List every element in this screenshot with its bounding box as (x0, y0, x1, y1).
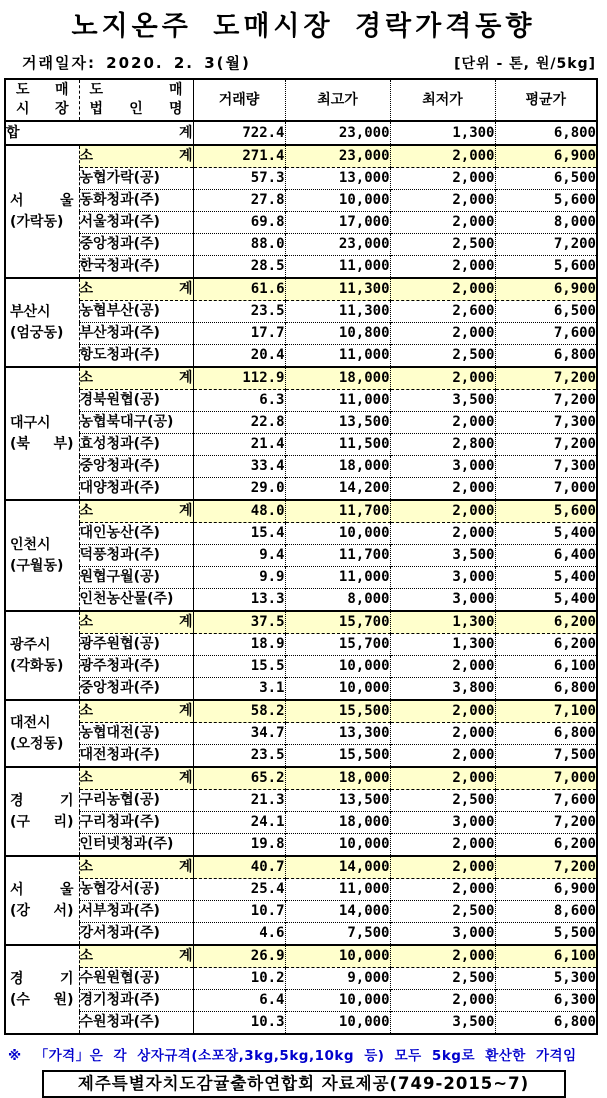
corp-name: 인천농산물(주) (79, 589, 193, 612)
subtotal-low-price: 2,000 (390, 945, 495, 968)
high-price-value: 23,000 (285, 234, 390, 256)
avg-price-value: 7,200 (495, 390, 597, 412)
market-name-line2: (오정동) (10, 735, 64, 752)
low-price-value: 2,000 (390, 523, 495, 545)
company-row (5, 567, 597, 589)
high-price-value: 10,000 (285, 656, 390, 678)
subtotal-low-price: 1,300 (390, 611, 495, 634)
company-row (5, 256, 597, 279)
volume-value: 69.8 (193, 212, 285, 234)
subtotal-avg-price: 6,100 (495, 945, 597, 968)
avg-price-value: 5,600 (495, 190, 597, 212)
high-price-value: 9,000 (285, 968, 390, 990)
volume-value: 15.4 (193, 523, 285, 545)
corp-name: 농협북대구(공) (79, 412, 193, 434)
low-price-value: 2,000 (390, 478, 495, 501)
subtotal-volume: 58.2 (193, 700, 285, 723)
corp-name: 경북원협(공) (79, 390, 193, 412)
corp-name: 부산청과(주) (79, 323, 193, 345)
high-price-value: 11,000 (285, 567, 390, 589)
subtotal-avg-price: 6,900 (495, 145, 597, 168)
volume-value: 9.4 (193, 545, 285, 567)
high-price-value: 18,000 (285, 812, 390, 834)
volume-value: 17.7 (193, 323, 285, 345)
volume-value: 25.4 (193, 879, 285, 901)
avg-price-value: 6,800 (495, 678, 597, 701)
avg-price-value: 6,900 (495, 879, 597, 901)
price-footnote (8, 1044, 599, 1064)
avg-price-value: 5,600 (495, 256, 597, 279)
avg-price-value: 5,300 (495, 968, 597, 990)
section-subtotal-row (5, 145, 597, 168)
low-price-value: 3,500 (390, 1012, 495, 1035)
avg-price-value: 7,000 (495, 478, 597, 501)
low-price-value: 3,000 (390, 923, 495, 946)
section-subtotal-row (5, 278, 597, 301)
volume-value: 21.3 (193, 790, 285, 812)
col-header-market (5, 79, 79, 121)
avg-price-value: 5,500 (495, 923, 597, 946)
subtotal-low-price: 2,000 (390, 856, 495, 879)
market-name-line1: 대전시 (10, 714, 51, 731)
corp-name: 경기청과(주) (79, 990, 193, 1012)
avg-price-value: 5,400 (495, 589, 597, 612)
volume-value: 20.4 (193, 345, 285, 368)
low-price-value: 2,500 (390, 345, 495, 368)
company-row (5, 168, 597, 190)
section-subtotal-row (5, 367, 597, 390)
subtotal-high-price: 15,500 (285, 700, 390, 723)
market-name-line2: (엄궁동) (10, 324, 64, 341)
section-subtotal-row (5, 856, 597, 879)
high-price-value: 10,000 (285, 523, 390, 545)
volume-value: 15.5 (193, 656, 285, 678)
company-row (5, 323, 597, 345)
low-price-value: 1,300 (390, 634, 495, 656)
corp-name: 원협구월(공) (79, 567, 193, 589)
volume-value: 28.5 (193, 256, 285, 279)
volume-value: 9.9 (193, 567, 285, 589)
volume-value: 10.3 (193, 1012, 285, 1035)
high-price-value: 10,000 (285, 190, 390, 212)
market-name-line2: (구 리) (10, 813, 74, 830)
high-price-value: 10,000 (285, 834, 390, 857)
subtotal-volume: 26.9 (193, 945, 285, 968)
high-price-value: 10,000 (285, 1012, 390, 1035)
company-row (5, 745, 597, 768)
low-price-value: 2,000 (390, 412, 495, 434)
market-name-line2: (수 원) (10, 991, 74, 1008)
low-price-value: 3,500 (390, 545, 495, 567)
avg-price-value: 6,800 (495, 1012, 597, 1035)
company-row (5, 390, 597, 412)
volume-value: 23.5 (193, 745, 285, 768)
corp-name: 서부청과(주) (79, 901, 193, 923)
market-name-cell (5, 767, 79, 856)
corp-name: 동화청과(주) (79, 190, 193, 212)
high-price-value: 11,000 (285, 345, 390, 368)
subtotal-low-price: 2,000 (390, 767, 495, 790)
volume-value: 19.8 (193, 834, 285, 857)
high-price-value: 14,000 (285, 901, 390, 923)
low-price-value: 2,000 (390, 745, 495, 768)
total-avg: 6,800 (495, 121, 597, 145)
high-price-value: 15,500 (285, 745, 390, 768)
high-price-value: 11,000 (285, 879, 390, 901)
col-header-market-line1: 도 매 (16, 82, 69, 98)
company-row (5, 478, 597, 501)
subtotal-volume: 65.2 (193, 767, 285, 790)
low-price-value: 3,000 (390, 456, 495, 478)
market-name-line2: (각화동) (10, 657, 64, 674)
col-header-corp-line2: 법 인 명 (89, 101, 183, 117)
volume-value: 57.3 (193, 168, 285, 190)
market-name-line2: (강 서) (10, 902, 74, 919)
avg-price-value: 7,300 (495, 412, 597, 434)
company-row (5, 456, 597, 478)
subtotal-avg-price: 6,900 (495, 278, 597, 301)
low-price-value: 3,000 (390, 589, 495, 612)
corp-name: 강서청과(주) (79, 923, 193, 946)
low-price-value: 2,000 (390, 212, 495, 234)
corp-name: 농협강서(공) (79, 879, 193, 901)
col-header-corp (79, 79, 193, 121)
page-title: 노지온주 도매시장 경락가격동향 (71, 11, 536, 42)
corp-name: 한국청과(주) (79, 256, 193, 279)
subtotal-high-price: 15,700 (285, 611, 390, 634)
subtotal-label: 소 계 (79, 767, 193, 790)
low-price-value: 2,000 (390, 656, 495, 678)
volume-value: 24.1 (193, 812, 285, 834)
col-header-market-line2: 시 장 (16, 101, 69, 117)
corp-name: 중앙청과(주) (79, 678, 193, 701)
volume-value: 18.9 (193, 634, 285, 656)
volume-value: 3.1 (193, 678, 285, 701)
low-price-value: 2,000 (390, 990, 495, 1012)
high-price-value: 10,000 (285, 678, 390, 701)
avg-price-value: 7,500 (495, 745, 597, 768)
avg-price-value: 6,800 (495, 345, 597, 368)
market-name-cell (5, 700, 79, 767)
low-price-value: 2,000 (390, 168, 495, 190)
col-header-low: 최저가 (390, 79, 495, 121)
company-row (5, 301, 597, 323)
volume-value: 10.2 (193, 968, 285, 990)
volume-value: 22.8 (193, 412, 285, 434)
corp-name: 항도청과(주) (79, 345, 193, 368)
high-price-value: 8,000 (285, 589, 390, 612)
market-name-line2: (가락동) (10, 213, 64, 230)
total-low: 1,300 (390, 121, 495, 145)
avg-price-value: 6,200 (495, 834, 597, 857)
company-row (5, 990, 597, 1012)
company-row (5, 212, 597, 234)
low-price-value: 3,000 (390, 567, 495, 589)
company-row (5, 834, 597, 857)
low-price-value: 2,000 (390, 256, 495, 279)
company-row (5, 678, 597, 701)
section-subtotal-row (5, 945, 597, 968)
corp-name: 대전청과(주) (79, 745, 193, 768)
footnote-text: 「가격」은 각 상자규격(소포장,3kg,5kg,10kg 등) 모두 5kg로 환산한 가격임 (34, 1048, 577, 1064)
corp-name: 농협가락(공) (79, 168, 193, 190)
low-price-value: 3,000 (390, 812, 495, 834)
table-body (5, 121, 597, 1034)
unit-label: [단위 - 톤, 원/5kg] (454, 56, 596, 72)
volume-value: 34.7 (193, 723, 285, 745)
avg-price-value: 7,200 (495, 434, 597, 456)
corp-name: 수원청과(주) (79, 1012, 193, 1035)
market-name-line1: 서 울 (10, 881, 74, 898)
low-price-value: 2,000 (390, 723, 495, 745)
corp-name: 중앙청과(주) (79, 234, 193, 256)
section-subtotal-row (5, 500, 597, 523)
subtotal-avg-price: 7,100 (495, 700, 597, 723)
company-row (5, 190, 597, 212)
market-name-cell (5, 278, 79, 367)
subtotal-label: 소 계 (79, 145, 193, 168)
volume-value: 33.4 (193, 456, 285, 478)
corp-name: 농협대전(공) (79, 723, 193, 745)
volume-value: 10.7 (193, 901, 285, 923)
col-header-corp-line1: 도 매 (89, 82, 183, 98)
low-price-value: 2,600 (390, 301, 495, 323)
low-price-value: 3,500 (390, 390, 495, 412)
market-name-cell (5, 145, 79, 278)
avg-price-value: 8,000 (495, 212, 597, 234)
market-name-line1: 부산시 (10, 303, 51, 320)
company-row (5, 412, 597, 434)
avg-price-value: 6,100 (495, 656, 597, 678)
footnote-marker: ※ (8, 1048, 22, 1064)
volume-value: 13.3 (193, 589, 285, 612)
subtotal-low-price: 2,000 (390, 700, 495, 723)
low-price-value: 2,500 (390, 790, 495, 812)
high-price-value: 11,700 (285, 545, 390, 567)
subtotal-high-price: 18,000 (285, 367, 390, 390)
col-header-avg: 평균가 (495, 79, 597, 121)
corp-name: 효성청과(주) (79, 434, 193, 456)
high-price-value: 11,300 (285, 301, 390, 323)
low-price-value: 2,500 (390, 234, 495, 256)
company-row (5, 879, 597, 901)
company-row (5, 901, 597, 923)
high-price-value: 13,000 (285, 168, 390, 190)
subtotal-label: 소 계 (79, 611, 193, 634)
avg-price-value: 7,600 (495, 323, 597, 345)
corp-name: 인터넷청과(주) (79, 834, 193, 857)
low-price-value: 2,500 (390, 901, 495, 923)
avg-price-value: 8,600 (495, 901, 597, 923)
subtotal-high-price: 11,300 (285, 278, 390, 301)
market-name-line1: 대구시 (10, 414, 51, 431)
corp-name: 구리농협(공) (79, 790, 193, 812)
market-name-line2: (구월동) (10, 557, 64, 574)
avg-price-value: 6,400 (495, 545, 597, 567)
transaction-date-label: 거래일자: 2020. 2. 3(월) (22, 54, 251, 72)
total-high: 23,000 (285, 121, 390, 145)
high-price-value: 10,800 (285, 323, 390, 345)
corp-name: 광주청과(주) (79, 656, 193, 678)
subtotal-avg-price: 7,200 (495, 367, 597, 390)
col-header-high: 최고가 (285, 79, 390, 121)
volume-value: 23.5 (193, 301, 285, 323)
high-price-value: 11,500 (285, 434, 390, 456)
avg-price-value: 7,200 (495, 234, 597, 256)
subtotal-volume: 271.4 (193, 145, 285, 168)
corp-name: 덕풍청과(주) (79, 545, 193, 567)
subtotal-volume: 40.7 (193, 856, 285, 879)
avg-price-value: 5,400 (495, 523, 597, 545)
subtotal-label: 소 계 (79, 856, 193, 879)
subtotal-low-price: 2,000 (390, 367, 495, 390)
company-row (5, 968, 597, 990)
header-row (5, 79, 597, 121)
high-price-value: 13,500 (285, 790, 390, 812)
high-price-value: 14,200 (285, 478, 390, 501)
total-row (5, 121, 597, 145)
price-table (4, 78, 598, 1035)
company-row (5, 1012, 597, 1035)
avg-price-value: 5,400 (495, 567, 597, 589)
corp-name: 수원원협(공) (79, 968, 193, 990)
market-name-line1: 경 기 (10, 970, 74, 987)
market-name-line1: 서 울 (10, 192, 74, 209)
avg-price-value: 6,500 (495, 301, 597, 323)
company-row (5, 234, 597, 256)
company-row (5, 923, 597, 946)
subtotal-avg-price: 7,000 (495, 767, 597, 790)
high-price-value: 17,000 (285, 212, 390, 234)
volume-value: 29.0 (193, 478, 285, 501)
subtotal-volume: 37.5 (193, 611, 285, 634)
low-price-value: 2,800 (390, 434, 495, 456)
company-row (5, 434, 597, 456)
corp-name: 농협부산(공) (79, 301, 193, 323)
section-subtotal-row (5, 611, 597, 634)
data-provider-box (42, 1070, 566, 1098)
corp-name: 구리청과(주) (79, 812, 193, 834)
avg-price-value: 6,300 (495, 990, 597, 1012)
avg-price-value: 7,300 (495, 456, 597, 478)
company-row (5, 634, 597, 656)
low-price-value: 2,000 (390, 323, 495, 345)
high-price-value: 15,700 (285, 634, 390, 656)
subtotal-label: 소 계 (79, 367, 193, 390)
subtotal-high-price: 18,000 (285, 767, 390, 790)
low-price-value: 2,500 (390, 968, 495, 990)
company-row (5, 723, 597, 745)
corp-name: 서울청과(주) (79, 212, 193, 234)
high-price-value: 11,000 (285, 390, 390, 412)
subtotal-high-price: 14,000 (285, 856, 390, 879)
subtotal-avg-price: 6,200 (495, 611, 597, 634)
subtotal-high-price: 11,700 (285, 500, 390, 523)
section-subtotal-row (5, 767, 597, 790)
avg-price-value: 6,500 (495, 168, 597, 190)
subtotal-low-price: 2,000 (390, 278, 495, 301)
market-name-line1: 경 기 (10, 792, 74, 809)
subtotal-volume: 112.9 (193, 367, 285, 390)
volume-value: 21.4 (193, 434, 285, 456)
company-row (5, 345, 597, 368)
market-name-line2: (북 부) (10, 435, 74, 452)
corp-name: 광주원협(공) (79, 634, 193, 656)
volume-value: 6.4 (193, 990, 285, 1012)
market-name-cell (5, 500, 79, 611)
subtotal-avg-price: 7,200 (495, 856, 597, 879)
avg-price-value: 7,600 (495, 790, 597, 812)
market-name-cell (5, 856, 79, 945)
avg-price-value: 7,200 (495, 812, 597, 834)
high-price-value: 13,500 (285, 412, 390, 434)
corp-name: 중앙청과(주) (79, 456, 193, 478)
company-row (5, 523, 597, 545)
avg-price-value: 6,200 (495, 634, 597, 656)
subtotal-avg-price: 5,600 (495, 500, 597, 523)
high-price-value: 13,300 (285, 723, 390, 745)
subtotal-volume: 48.0 (193, 500, 285, 523)
company-row (5, 656, 597, 678)
market-name-cell (5, 945, 79, 1034)
section-subtotal-row (5, 700, 597, 723)
company-row (5, 589, 597, 612)
subtotal-high-price: 10,000 (285, 945, 390, 968)
subtotal-label: 소 계 (79, 500, 193, 523)
market-name-line1: 광주시 (10, 636, 51, 653)
table-header (5, 79, 597, 121)
company-row (5, 545, 597, 567)
high-price-value: 7,500 (285, 923, 390, 946)
subtotal-high-price: 23,000 (285, 145, 390, 168)
volume-value: 88.0 (193, 234, 285, 256)
avg-price-value: 6,800 (495, 723, 597, 745)
meta-row (22, 52, 596, 73)
volume-value: 4.6 (193, 923, 285, 946)
subtotal-low-price: 2,000 (390, 500, 495, 523)
subtotal-label: 소 계 (79, 945, 193, 968)
high-price-value: 10,000 (285, 990, 390, 1012)
market-name-cell (5, 611, 79, 700)
volume-value: 27.8 (193, 190, 285, 212)
low-price-value: 2,000 (390, 879, 495, 901)
company-row (5, 790, 597, 812)
market-name-line1: 인천시 (10, 536, 51, 553)
corp-name: 대인농산(주) (79, 523, 193, 545)
subtotal-label: 소 계 (79, 278, 193, 301)
company-row (5, 812, 597, 834)
market-name-cell (5, 367, 79, 500)
corp-name: 대양청과(주) (79, 478, 193, 501)
subtotal-volume: 61.6 (193, 278, 285, 301)
volume-value: 6.3 (193, 390, 285, 412)
low-price-value: 2,000 (390, 190, 495, 212)
low-price-value: 2,000 (390, 834, 495, 857)
subtotal-low-price: 2,000 (390, 145, 495, 168)
high-price-value: 18,000 (285, 456, 390, 478)
data-provider-text: 제주특별자치도감귤출하연합회 자료제공(749-2015~7) (77, 1074, 530, 1093)
low-price-value: 3,800 (390, 678, 495, 701)
total-volume: 722.4 (193, 121, 285, 145)
col-header-volume: 거래량 (193, 79, 285, 121)
high-price-value: 11,000 (285, 256, 390, 279)
total-label: 합 계 (6, 124, 193, 141)
subtotal-label: 소 계 (79, 700, 193, 723)
